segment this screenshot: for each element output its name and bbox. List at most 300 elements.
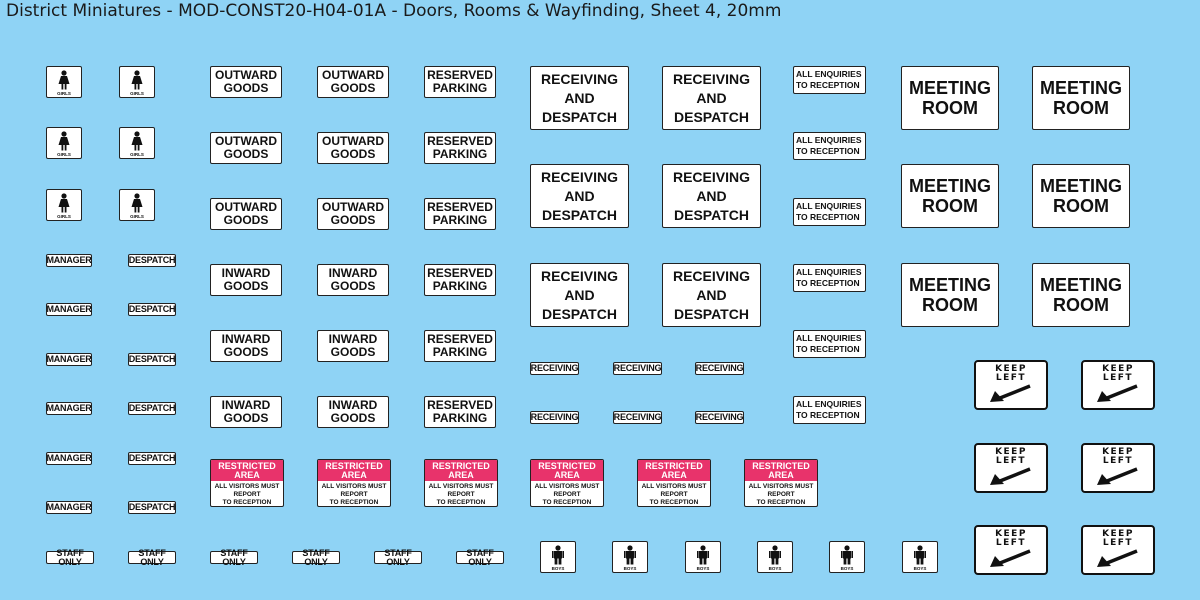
manager-sign-text	[46, 503, 91, 512]
staff-only-sign-text	[47, 549, 93, 567]
girls-toilet-sign	[119, 66, 155, 98]
inward-goods-sign-line: GOODS	[223, 279, 269, 293]
meeting-room-sign-text	[1040, 78, 1122, 118]
outward-goods-sign-line: GOODS	[223, 213, 269, 227]
enquiries-sign-line: TO RECEPTION	[796, 212, 860, 222]
boys-label: BOYS	[768, 566, 782, 571]
meeting-room-sign-line: ROOM	[1052, 98, 1109, 118]
receiving-sign	[530, 362, 579, 375]
restricted-body-line: TO RECEPTION	[436, 499, 486, 506]
man-figure-icon	[912, 545, 928, 565]
keep-left-sign	[974, 443, 1048, 493]
despatch-sign-line: DESPATCH	[128, 502, 176, 512]
outward-goods-sign-line: GOODS	[330, 81, 376, 95]
woman-figure-icon	[56, 70, 72, 90]
manager-sign-text	[46, 355, 91, 364]
despatch-sign	[128, 303, 176, 316]
meeting-room-sign-line: ROOM	[921, 98, 978, 118]
staff-only-sign-line: STAFF ONLY	[56, 547, 84, 567]
reserved-parking-sign-text	[427, 399, 493, 425]
restricted-title: RESTRICTED	[752, 461, 810, 471]
receiving-despatch-sign-text	[541, 267, 618, 324]
boys-label: BOYS	[696, 566, 710, 571]
restricted-body-line: TO RECEPTION	[329, 499, 379, 506]
receiving-despatch-sign	[662, 164, 761, 228]
enquiries-sign-line: ALL ENQUIRIES	[796, 135, 862, 145]
outward-goods-sign	[210, 66, 282, 98]
restricted-body-line: TO RECEPTION	[222, 499, 272, 506]
despatch-sign	[128, 501, 176, 514]
receiving-despatch-sign-text	[673, 267, 750, 324]
receiving-despatch-sign-line: RECEIVING	[540, 70, 618, 87]
keep-text: KEEP	[995, 529, 1027, 539]
restricted-body-line: TO RECEPTION	[542, 499, 592, 506]
staff-only-sign	[292, 547, 340, 567]
despatch-sign	[128, 402, 176, 415]
inward-goods-sign	[317, 330, 389, 362]
restricted-body-line: TO RECEPTION	[756, 499, 806, 506]
restricted-body-line: REPORT	[767, 491, 795, 498]
manager-sign-line: MANAGER	[46, 502, 92, 512]
outward-goods-sign	[210, 132, 282, 164]
enquiries-sign	[793, 330, 866, 358]
receiving-sign	[613, 362, 662, 375]
manager-sign	[46, 452, 92, 465]
enquiries-sign	[793, 264, 866, 292]
reserved-parking-sign-line: RESERVED	[427, 200, 493, 214]
receiving-despatch-sign	[662, 263, 761, 327]
receiving-sign-text	[696, 364, 744, 373]
outward-goods-sign-text	[215, 69, 277, 95]
receiving-sign-text	[696, 413, 744, 422]
keep-text: KEEP	[995, 364, 1027, 374]
left-text: LEFT	[995, 373, 1027, 383]
girls-label: GIRLS	[130, 152, 144, 157]
receiving-sign	[695, 362, 744, 375]
staff-only-sign-text	[293, 549, 339, 567]
despatch-sign-text	[129, 404, 176, 413]
reserved-parking-sign-text	[427, 201, 493, 227]
outward-goods-sign-line: OUTWARD	[215, 134, 277, 148]
meeting-room-sign-text	[1040, 275, 1122, 315]
woman-figure-icon	[129, 70, 145, 90]
manager-sign-line: MANAGER	[46, 304, 92, 314]
inward-goods-sign-text	[222, 399, 271, 425]
reserved-parking-sign	[424, 132, 496, 164]
meeting-room-sign-text	[909, 275, 991, 315]
restricted-header	[211, 460, 283, 481]
enquiries-sign-line: TO RECEPTION	[796, 146, 860, 156]
staff-only-sign	[210, 547, 258, 567]
girls-label: GIRLS	[57, 214, 71, 219]
restricted-area-sign	[317, 459, 391, 507]
restricted-area-sign	[530, 459, 604, 507]
restricted-body-line: REPORT	[447, 491, 475, 498]
diagonal-arrow-icon	[986, 549, 1036, 569]
man-figure-icon	[622, 545, 638, 565]
reserved-parking-sign-line: PARKING	[432, 213, 488, 227]
meeting-room-sign-line: ROOM	[921, 196, 978, 216]
inward-goods-sign-line: GOODS	[330, 279, 376, 293]
inward-goods-sign-text	[222, 333, 271, 359]
receiving-despatch-sign-line: AND	[564, 89, 595, 106]
receiving-sign-line: RECEIVING	[530, 363, 579, 373]
inward-goods-sign	[317, 396, 389, 428]
reserved-parking-sign-text	[427, 333, 493, 359]
inward-goods-sign-line: GOODS	[330, 411, 376, 425]
restricted-header	[318, 460, 390, 481]
meeting-room-sign-text	[909, 78, 991, 118]
reserved-parking-sign-line: PARKING	[432, 279, 488, 293]
receiving-despatch-sign-text	[541, 70, 618, 127]
reserved-parking-sign-text	[427, 267, 493, 293]
meeting-room-sign-line: MEETING	[1039, 275, 1122, 295]
restricted-body-line: ALL VISITORS MUST	[428, 483, 494, 490]
keep-text: KEEP	[1102, 529, 1134, 539]
enquiries-sign-line: TO RECEPTION	[796, 344, 860, 354]
meeting-room-sign	[1032, 66, 1130, 130]
inward-goods-sign-line: INWARD	[221, 332, 271, 346]
reserved-parking-sign-line: RESERVED	[427, 134, 493, 148]
restricted-body	[425, 481, 497, 507]
restricted-subtitle: AREA	[234, 470, 260, 480]
receiving-sign-text	[531, 364, 579, 373]
meeting-room-sign	[901, 164, 999, 228]
keep-text: KEEP	[1102, 447, 1134, 457]
staff-only-sign-text	[129, 549, 175, 567]
outward-goods-sign-line: OUTWARD	[215, 68, 277, 82]
keep-left-sign	[974, 360, 1048, 410]
meeting-room-sign-line: MEETING	[1039, 176, 1122, 196]
outward-goods-sign-line: OUTWARD	[215, 200, 277, 214]
inward-goods-sign	[317, 264, 389, 296]
receiving-despatch-sign-line: DESPATCH	[542, 305, 617, 322]
restricted-subtitle: AREA	[661, 470, 687, 480]
restricted-body	[638, 481, 710, 507]
enquiries-sign-line: TO RECEPTION	[796, 410, 860, 420]
inward-goods-sign-line: INWARD	[221, 266, 271, 280]
outward-goods-sign-line: OUTWARD	[322, 134, 384, 148]
staff-only-sign	[374, 547, 422, 567]
man-figure-icon	[695, 545, 711, 565]
restricted-subtitle: AREA	[448, 470, 474, 480]
despatch-sign-text	[129, 256, 176, 265]
receiving-sign-line: RECEIVING	[530, 412, 579, 422]
restricted-subtitle: AREA	[341, 470, 367, 480]
boys-toilet-sign	[612, 541, 648, 573]
inward-goods-sign-text	[329, 267, 378, 293]
outward-goods-sign-text	[322, 135, 384, 161]
girls-label: GIRLS	[130, 91, 144, 96]
girls-label: GIRLS	[57, 91, 71, 96]
keep-text: KEEP	[995, 447, 1027, 457]
staff-only-sign-line: STAFF ONLY	[138, 547, 166, 567]
inward-goods-sign-text	[329, 333, 378, 359]
enquiries-sign-line: ALL ENQUIRIES	[796, 201, 862, 211]
inward-goods-sign-line: INWARD	[328, 398, 378, 412]
inward-goods-sign	[210, 264, 282, 296]
receiving-despatch-sign-line: AND	[564, 286, 595, 303]
reserved-parking-sign-line: RESERVED	[427, 332, 493, 346]
boys-toilet-sign	[685, 541, 721, 573]
manager-sign	[46, 501, 92, 514]
staff-only-sign-text	[457, 549, 503, 567]
inward-goods-sign-line: INWARD	[328, 266, 378, 280]
meeting-room-sign-line: MEETING	[1039, 78, 1122, 98]
reserved-parking-sign-line: PARKING	[432, 345, 488, 359]
outward-goods-sign-line: OUTWARD	[322, 200, 384, 214]
meeting-room-sign-line: MEETING	[908, 275, 991, 295]
despatch-sign-text	[129, 454, 176, 463]
sheet-title: District Miniatures - MOD-CONST20-H04-01A - Doors, Rooms & Wayfinding, Sheet 4, 20mm	[6, 1, 782, 21]
restricted-body-line: TO RECEPTION	[649, 499, 699, 506]
receiving-sign-line: RECEIVING	[613, 363, 662, 373]
outward-goods-sign	[317, 66, 389, 98]
keep-left-sign	[1081, 443, 1155, 493]
woman-figure-icon	[129, 193, 145, 213]
outward-goods-sign-text	[215, 135, 277, 161]
enquiries-sign-line: TO RECEPTION	[796, 80, 860, 90]
receiving-despatch-sign-line: RECEIVING	[672, 267, 750, 284]
restricted-body-line: REPORT	[340, 491, 368, 498]
diagonal-arrow-icon	[986, 467, 1036, 487]
staff-only-sign-text	[375, 549, 421, 567]
restricted-area-sign	[424, 459, 498, 507]
manager-sign-line: MANAGER	[46, 453, 92, 463]
meeting-room-sign	[1032, 164, 1130, 228]
restricted-title: RESTRICTED	[218, 461, 276, 471]
receiving-despatch-sign-text	[541, 168, 618, 225]
despatch-sign-text	[129, 305, 176, 314]
outward-goods-sign-line: OUTWARD	[322, 68, 384, 82]
inward-goods-sign	[210, 330, 282, 362]
man-figure-icon	[550, 545, 566, 565]
receiving-sign-line: RECEIVING	[695, 412, 744, 422]
boys-label: BOYS	[913, 566, 927, 571]
girls-toilet-sign	[119, 189, 155, 221]
boys-label: BOYS	[840, 566, 854, 571]
receiving-despatch-sign-text	[673, 70, 750, 127]
restricted-title: RESTRICTED	[645, 461, 703, 471]
restricted-header	[745, 460, 817, 481]
man-figure-icon	[839, 545, 855, 565]
boys-toilet-sign	[829, 541, 865, 573]
restricted-body-line: REPORT	[660, 491, 688, 498]
enquiries-sign	[793, 66, 866, 94]
enquiries-sign-line: ALL ENQUIRIES	[796, 399, 862, 409]
restricted-body-line: ALL VISITORS MUST	[321, 483, 387, 490]
outward-goods-sign-line: GOODS	[223, 81, 269, 95]
girls-toilet-sign	[119, 127, 155, 159]
enquiries-sign-text	[796, 267, 862, 289]
meeting-room-sign	[901, 263, 999, 327]
receiving-sign-text	[614, 364, 662, 373]
reserved-parking-sign-line: RESERVED	[427, 68, 493, 82]
receiving-sign	[530, 411, 579, 424]
reserved-parking-sign-text	[427, 135, 493, 161]
enquiries-sign-line: ALL ENQUIRIES	[796, 267, 862, 277]
staff-only-sign	[46, 547, 94, 567]
boys-toilet-sign	[757, 541, 793, 573]
receiving-sign-line: RECEIVING	[695, 363, 744, 373]
inward-goods-sign-line: INWARD	[221, 398, 271, 412]
restricted-area-sign	[210, 459, 284, 507]
receiving-despatch-sign-line: AND	[564, 187, 595, 204]
staff-only-sign-line: STAFF ONLY	[466, 547, 494, 567]
inward-goods-sign-line: GOODS	[223, 411, 269, 425]
receiving-despatch-sign-line: AND	[696, 89, 727, 106]
girls-label: GIRLS	[130, 214, 144, 219]
receiving-despatch-sign-line: AND	[696, 286, 727, 303]
meeting-room-sign-line: ROOM	[921, 295, 978, 315]
restricted-title: RESTRICTED	[432, 461, 490, 471]
outward-goods-sign-line: GOODS	[330, 213, 376, 227]
meeting-room-sign-line: MEETING	[908, 176, 991, 196]
receiving-sign	[695, 411, 744, 424]
reserved-parking-sign	[424, 198, 496, 230]
receiving-despatch-sign-line: DESPATCH	[542, 108, 617, 125]
restricted-body-line: ALL VISITORS MUST	[748, 483, 814, 490]
restricted-body	[211, 481, 283, 507]
reserved-parking-sign	[424, 66, 496, 98]
despatch-sign-text	[129, 355, 176, 364]
restricted-body-line: ALL VISITORS MUST	[534, 483, 600, 490]
keep-left-sign	[974, 525, 1048, 575]
receiving-despatch-sign-line: DESPATCH	[542, 206, 617, 223]
man-figure-icon	[767, 545, 783, 565]
meeting-room-sign-line: MEETING	[908, 78, 991, 98]
enquiries-sign	[793, 198, 866, 226]
restricted-body	[745, 481, 817, 507]
restricted-body	[531, 481, 603, 507]
boys-label: BOYS	[551, 566, 565, 571]
receiving-despatch-sign-line: RECEIVING	[540, 267, 618, 284]
diagonal-arrow-icon	[1093, 549, 1143, 569]
restricted-body-line: ALL VISITORS MUST	[641, 483, 707, 490]
restricted-body	[318, 481, 390, 507]
outward-goods-sign-line: GOODS	[330, 147, 376, 161]
reserved-parking-sign-text	[427, 69, 493, 95]
restricted-subtitle: AREA	[768, 470, 794, 480]
reserved-parking-sign-line: PARKING	[432, 147, 488, 161]
girls-toilet-sign	[46, 66, 82, 98]
manager-sign-line: MANAGER	[46, 403, 92, 413]
outward-goods-sign-text	[322, 201, 384, 227]
meeting-room-sign-text	[909, 176, 991, 216]
girls-label: GIRLS	[57, 152, 71, 157]
restricted-title: RESTRICTED	[538, 461, 596, 471]
enquiries-sign-text	[796, 201, 862, 223]
left-text: LEFT	[1102, 456, 1134, 466]
inward-goods-sign-text	[222, 267, 271, 293]
enquiries-sign-text	[796, 333, 862, 355]
keep-text: KEEP	[1102, 364, 1134, 374]
reserved-parking-sign	[424, 330, 496, 362]
receiving-despatch-sign-line: AND	[696, 187, 727, 204]
inward-goods-sign	[210, 396, 282, 428]
outward-goods-sign-text	[215, 201, 277, 227]
receiving-sign-text	[531, 413, 579, 422]
manager-sign	[46, 353, 92, 366]
enquiries-sign-text	[796, 135, 862, 157]
enquiries-sign-line: ALL ENQUIRIES	[796, 69, 862, 79]
despatch-sign-line: DESPATCH	[128, 453, 176, 463]
diagonal-arrow-icon	[1093, 384, 1143, 404]
manager-sign-text	[46, 404, 91, 413]
reserved-parking-sign-line: PARKING	[432, 81, 488, 95]
receiving-despatch-sign-line: DESPATCH	[674, 108, 749, 125]
staff-only-sign-line: STAFF ONLY	[384, 547, 412, 567]
manager-sign-text	[46, 305, 91, 314]
meeting-room-sign-text	[1040, 176, 1122, 216]
manager-sign-text	[46, 454, 91, 463]
restricted-header	[531, 460, 603, 481]
outward-goods-sign	[317, 198, 389, 230]
receiving-despatch-sign-line: DESPATCH	[674, 206, 749, 223]
receiving-despatch-sign	[530, 164, 629, 228]
diagonal-arrow-icon	[1093, 467, 1143, 487]
outward-goods-sign-text	[322, 69, 384, 95]
manager-sign	[46, 402, 92, 415]
woman-figure-icon	[56, 193, 72, 213]
left-text: LEFT	[995, 538, 1027, 548]
girls-toilet-sign	[46, 189, 82, 221]
despatch-sign-text	[129, 503, 176, 512]
enquiries-sign-text	[796, 69, 862, 91]
outward-goods-sign-line: GOODS	[223, 147, 269, 161]
restricted-title: RESTRICTED	[325, 461, 383, 471]
boys-toilet-sign	[540, 541, 576, 573]
despatch-sign	[128, 452, 176, 465]
woman-figure-icon	[56, 131, 72, 151]
reserved-parking-sign	[424, 264, 496, 296]
manager-sign	[46, 303, 92, 316]
reserved-parking-sign-line: RESERVED	[427, 266, 493, 280]
despatch-sign-line: DESPATCH	[128, 255, 176, 265]
receiving-despatch-sign-line: RECEIVING	[540, 168, 618, 185]
enquiries-sign-line: TO RECEPTION	[796, 278, 860, 288]
manager-sign-line: MANAGER	[46, 354, 92, 364]
girls-toilet-sign	[46, 127, 82, 159]
receiving-sign-line: RECEIVING	[613, 412, 662, 422]
enquiries-sign-text	[796, 399, 862, 421]
reserved-parking-sign-line: PARKING	[432, 411, 488, 425]
reserved-parking-sign-line: RESERVED	[427, 398, 493, 412]
staff-only-sign-text	[211, 549, 257, 567]
receiving-despatch-sign	[530, 263, 629, 327]
left-text: LEFT	[1102, 538, 1134, 548]
inward-goods-sign-line: INWARD	[328, 332, 378, 346]
receiving-sign	[613, 411, 662, 424]
restricted-body-line: REPORT	[553, 491, 581, 498]
diagonal-arrow-icon	[986, 384, 1036, 404]
keep-left-sign	[1081, 360, 1155, 410]
despatch-sign-line: DESPATCH	[128, 403, 176, 413]
restricted-area-sign	[637, 459, 711, 507]
left-text: LEFT	[995, 456, 1027, 466]
enquiries-sign-line: ALL ENQUIRIES	[796, 333, 862, 343]
receiving-despatch-sign-line: DESPATCH	[674, 305, 749, 322]
despatch-sign	[128, 353, 176, 366]
enquiries-sign	[793, 396, 866, 424]
receiving-despatch-sign-line: RECEIVING	[672, 70, 750, 87]
restricted-body-line: REPORT	[233, 491, 261, 498]
inward-goods-sign-line: GOODS	[223, 345, 269, 359]
staff-only-sign-line: STAFF ONLY	[302, 547, 330, 567]
woman-figure-icon	[129, 131, 145, 151]
enquiries-sign	[793, 132, 866, 160]
staff-only-sign	[128, 547, 176, 567]
